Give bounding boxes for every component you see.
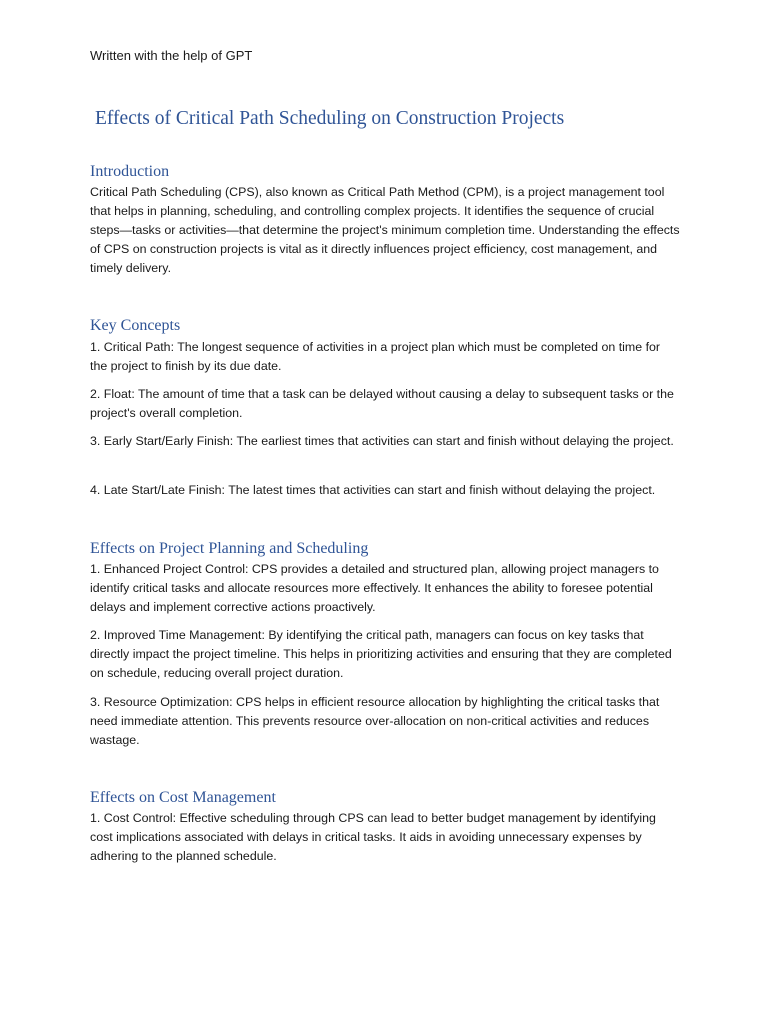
key-concept-float: 2. Float: The amount of time that a task can be delayed without causing a delay to subsequent tasks or the project's overall completion. (90, 387, 674, 420)
planning-time-management: 2. Improved Time Management: By identifying the critical path, managers can focus on key tasks that directly impact the project timeline. This helps in prioritizing activities and ensuring that they are completed on schedule, reducing overall project duration. (90, 628, 672, 680)
planning-resource-optimization: 3. Resource Optimization: CPS helps in efficient resource allocation by highlighting the critical tasks that need immediate attention. This prevents resource over-allocation on non-critical activities and reduces wastage. (90, 695, 660, 747)
heading-planning: Effects on Project Planning and Scheduling (90, 540, 369, 557)
key-concept-early-start: 3. Early Start/Early Finish: The earliest times that activities can start and finish without delaying the project. (90, 434, 674, 448)
planning-project-control: 1. Enhanced Project Control: CPS provides a detailed and structured plan, allowing project managers to identify critical tasks and allocate resources more effectively. It enhances the ability to foresee potential delays and implement corrective actions proactively. (90, 562, 659, 614)
key-concept-critical-path: 1. Critical Path: The longest sequence of activities in a project plan which must be completed on time for the project to finish by its due date. (90, 340, 661, 373)
heading-cost-management: Effects on Cost Management (90, 789, 276, 806)
cost-control-paragraph: 1. Cost Control: Effective scheduling through CPS can lead to better budget management by identifying cost implications associated with delays in critical tasks. It aids in avoiding unnecessary expenses by adhering to the planned schedule. (90, 811, 656, 863)
author-note: Written with the help of GPT (90, 48, 253, 63)
key-concept-late-start: 4. Late Start/Late Finish: The latest times that activities can start and finish without delaying the project. (90, 483, 656, 497)
document-title: Effects of Critical Path Scheduling on Construction Projects (95, 108, 565, 129)
introduction-paragraph: Critical Path Scheduling (CPS), also known as Critical Path Method (CPM), is a project management tool that helps in planning, scheduling, and controlling complex projects. It identifies the sequence of crucial steps—tasks or activities—that determine the project's minimum completion time. Understanding the effects of CPS on construction projects is vital as it directly influences project efficiency, cost management, and timely delivery. (90, 185, 680, 275)
heading-introduction: Introduction (90, 163, 170, 180)
heading-key-concepts: Key Concepts (90, 317, 181, 334)
